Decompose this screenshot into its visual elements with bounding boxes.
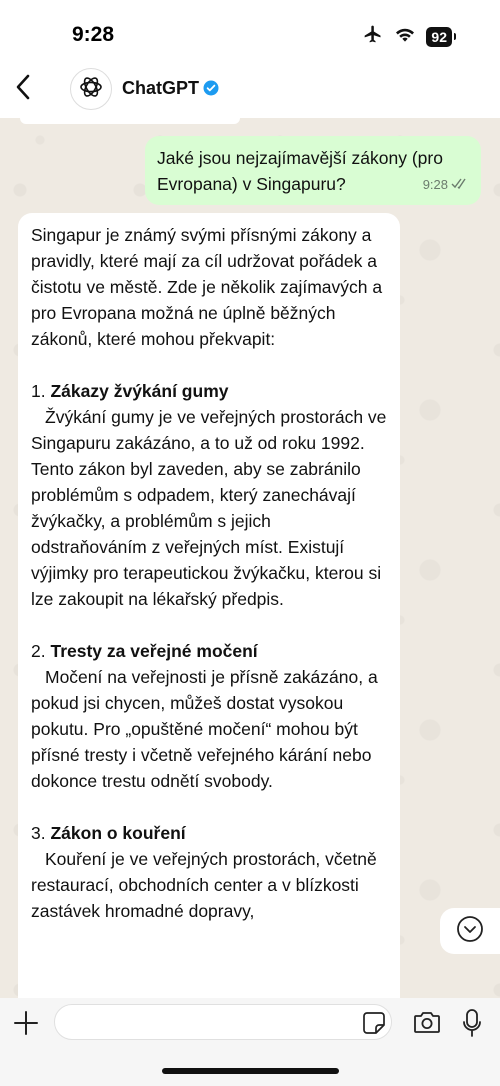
- chevron-down-circle-icon: [456, 915, 484, 948]
- chat-header: [0, 60, 500, 118]
- status-time: 9:28: [72, 23, 115, 46]
- list-item-body: Kouření je ve veřejných prostorách, včetně restaurací, obchodních center a v blízkosti zastávek hromadné dopravy,: [31, 849, 377, 921]
- read-ticks-icon: [451, 172, 469, 198]
- outgoing-message[interactable]: [145, 136, 481, 205]
- list-item-heading: Zákazy žvýkání gumy: [50, 381, 229, 401]
- wifi-icon: [394, 25, 416, 48]
- list-item-body: Močení na veřejnosti je přísně zakázáno, a pokud jsi chycen, můžeš dostat vysokou pokutu. Pro „opuštěné močení“ mohou být přísné tresty i včetně veřejného kárání nebo dokonce trestu odnětí svobody.: [31, 667, 378, 791]
- scroll-to-bottom-button[interactable]: [440, 908, 500, 954]
- list-item-number: 3.: [31, 823, 46, 843]
- camera-button[interactable]: [413, 1010, 441, 1036]
- camera-icon: [413, 1021, 441, 1038]
- battery-icon: 92: [426, 27, 452, 47]
- attach-button[interactable]: [12, 1009, 40, 1037]
- previous-message-edge: [20, 118, 240, 124]
- back-button[interactable]: [10, 74, 36, 104]
- list-item-title: [31, 820, 388, 846]
- list-item-number: 1.: [31, 381, 46, 401]
- incoming-message[interactable]: [18, 213, 400, 998]
- list-item-number: 2.: [31, 641, 46, 661]
- list-item-title: [31, 638, 388, 664]
- microphone-icon: [462, 1025, 482, 1042]
- avatar[interactable]: [70, 68, 112, 110]
- list-item-title: [31, 378, 388, 404]
- airplane-icon: [362, 24, 384, 49]
- list-item-heading: Zákon o kouření: [50, 823, 186, 843]
- outgoing-message-text: Jaké jsou nejzajímavější zákony (pro Evropana) v Singapuru?: [157, 148, 443, 194]
- microphone-button[interactable]: [462, 1008, 482, 1038]
- back-icon: [15, 74, 31, 105]
- message-input[interactable]: [54, 1004, 392, 1040]
- sticker-icon: [362, 1022, 386, 1039]
- message-time: 9:28: [422, 177, 448, 192]
- openai-logo-icon: [77, 73, 105, 106]
- composer-bar: [0, 998, 500, 1086]
- plus-icon: [12, 1024, 40, 1041]
- list-item-body: Žvýkání gumy je ve veřejných prostorách ve Singapuru zakázáno, a to už od roku 1992. Tento zákon byl zaveden, aby se zabránilo problémům s odpadem, který zanechávají žvýkačky, a problémům s jejich odstraňováním z veřejných míst. Existují výjimky pro terapeutickou žvýkačku, kterou si lze zakoupit na lékařský předpis.: [31, 407, 387, 609]
- sticker-button[interactable]: [362, 1011, 386, 1035]
- verified-badge-icon: [203, 80, 219, 101]
- message-intro: Singapur je známý svými přísnými zákony a pravidly, které mají za cíl udržovat pořádek a čistotu ve městě. Zde je několik zajímavých a pro Evropana možná ne úplně běžných zákonů, které mohou překvapit:: [31, 225, 383, 349]
- home-indicator: [162, 1068, 339, 1074]
- message-meta: [423, 172, 469, 198]
- status-bar: [0, 0, 500, 60]
- status-icons: [362, 24, 452, 49]
- message-list[interactable]: [0, 118, 500, 998]
- list-item-heading: Tresty za veřejné močení: [50, 641, 258, 661]
- contact-name[interactable]: ChatGPT: [122, 78, 200, 98]
